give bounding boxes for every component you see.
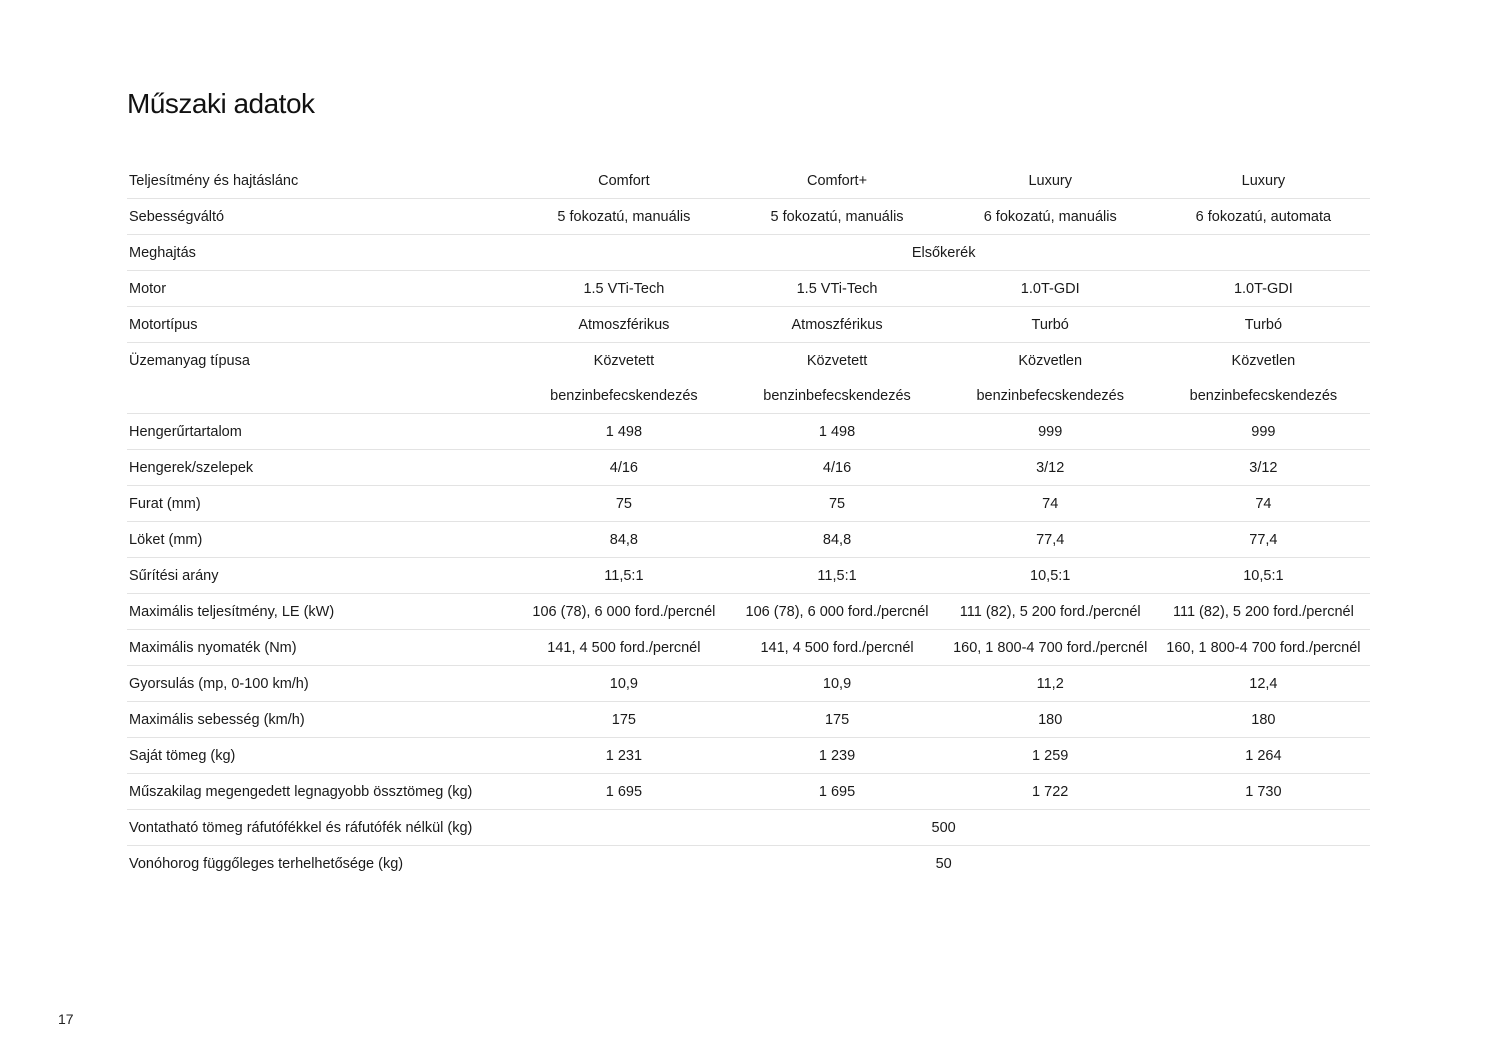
table-cell: 1 231	[517, 738, 730, 774]
column-header-comfort: Comfort	[517, 163, 730, 199]
table-row	[127, 271, 1370, 307]
table-cell: 1.0T-GDI	[1157, 271, 1370, 307]
table-row	[127, 594, 1370, 630]
table-cell: Közvetett	[593, 352, 655, 369]
table-cell: 1 264	[1157, 738, 1370, 774]
column-header-luxury-manual: Luxury	[944, 163, 1157, 199]
row-label: Furat (mm)	[127, 486, 517, 522]
table-cell: Közvetlen	[1018, 352, 1083, 369]
table-cell: 75	[730, 486, 943, 522]
row-label: Motor	[127, 271, 517, 307]
table-cell: 160, 1 800-4 700 ford./percnél	[944, 630, 1157, 666]
table-cell: 10,5:1	[944, 558, 1157, 594]
row-label: Sűrítési arány	[127, 558, 517, 594]
table-cell: 4/16	[517, 450, 730, 486]
table-cell: 10,9	[517, 666, 730, 702]
table-cell: 1 498	[730, 414, 943, 450]
table-row	[127, 199, 1370, 235]
table-row	[127, 486, 1370, 522]
table-cell: 3/12	[1157, 450, 1370, 486]
table-cell-merged: Elsőkerék	[517, 235, 1370, 271]
row-label-empty	[127, 378, 517, 414]
table-cell: 1 259	[944, 738, 1157, 774]
row-label: Hengerek/szelepek	[127, 450, 517, 486]
table-cell: 74	[1157, 486, 1370, 522]
table-header-row	[127, 163, 1370, 199]
table-cell: 12,4	[1157, 666, 1370, 702]
row-label: Sebességváltó	[127, 199, 517, 235]
row-label: Gyorsulás (mp, 0-100 km/h)	[127, 666, 517, 702]
table-row	[127, 450, 1370, 486]
table-cell: 999	[944, 414, 1157, 450]
table-cell: 111 (82), 5 200 ford./percnél	[944, 594, 1157, 630]
table-row	[127, 774, 1370, 810]
table-cell: 77,4	[944, 522, 1157, 558]
table-cell: 6 fokozatú, manuális	[944, 199, 1157, 235]
table-cell: 141, 4 500 ford./percnél	[730, 630, 943, 666]
column-header-luxury-auto: Luxury	[1157, 163, 1370, 199]
header-label: Teljesítmény és hajtáslánc	[127, 163, 517, 199]
table-cell: benzinbefecskendezés	[1157, 378, 1370, 414]
table-cell: Közvetlen	[1231, 352, 1296, 369]
table-cell: 77,4	[1157, 522, 1370, 558]
table-cell: 1 239	[730, 738, 943, 774]
table-cell: 11,5:1	[517, 558, 730, 594]
row-label: Vonóhorog függőleges terhelhetősége (kg)	[129, 855, 404, 872]
table-cell: 5 fokozatú, manuális	[517, 199, 730, 235]
table-cell: 1 730	[1157, 774, 1370, 810]
column-header-comfort-plus: Comfort+	[730, 163, 943, 199]
table-row	[127, 558, 1370, 594]
row-label: Maximális nyomaték (Nm)	[127, 630, 517, 666]
table-row	[127, 307, 1370, 343]
table-row	[127, 630, 1370, 666]
table-cell: 180	[1157, 702, 1370, 738]
table-cell-merged: 500	[517, 810, 1370, 846]
table-cell: 180	[944, 702, 1157, 738]
table-cell: 6 fokozatú, automata	[1157, 199, 1370, 235]
table-cell: 4/16	[730, 450, 943, 486]
table-cell: 84,8	[517, 522, 730, 558]
row-label: Motortípus	[127, 307, 517, 343]
table-cell: 141, 4 500 ford./percnél	[517, 630, 730, 666]
row-label: Maximális sebesség (km/h)	[127, 702, 517, 738]
table-cell: Turbó	[1157, 307, 1370, 343]
table-row-continuation	[127, 378, 1370, 414]
table-cell: 160, 1 800-4 700 ford./percnél	[1157, 630, 1370, 666]
table-cell: 175	[730, 702, 943, 738]
table-cell: Turbó	[944, 307, 1157, 343]
table-cell: 175	[517, 702, 730, 738]
table-row	[127, 666, 1370, 702]
table-cell: 10,5:1	[1157, 558, 1370, 594]
table-cell: 106 (78), 6 000 ford./percnél	[730, 594, 943, 630]
table-row	[127, 702, 1370, 738]
row-label: Hengerűrtartalom	[127, 414, 517, 450]
table-cell: 3/12	[944, 450, 1157, 486]
table-cell: 74	[944, 486, 1157, 522]
table-cell: 1 695	[517, 774, 730, 810]
row-label: Üzemanyag típusa	[129, 352, 250, 369]
table-cell: Atmoszférikus	[730, 307, 943, 343]
table-cell: 1.0T-GDI	[944, 271, 1157, 307]
page-title: Műszaki adatok	[127, 88, 315, 119]
spec-table	[127, 163, 1370, 881]
table-cell: 84,8	[730, 522, 943, 558]
table-cell: 1 695	[730, 774, 943, 810]
row-label: Saját tömeg (kg)	[127, 738, 517, 774]
table-cell: 75	[517, 486, 730, 522]
table-cell: 1 722	[944, 774, 1157, 810]
table-cell-merged: 50	[935, 855, 952, 872]
table-row	[127, 414, 1370, 450]
table-cell: Közvetett	[806, 352, 868, 369]
table-row	[127, 522, 1370, 558]
table-row	[127, 235, 1370, 271]
table-cell: 1.5 VTi-Tech	[730, 271, 943, 307]
row-label: Vontatható tömeg ráfutófékkel és ráfutófék nélkül (kg)	[127, 810, 517, 846]
table-row	[127, 343, 1370, 379]
row-label: Maximális teljesítmény, LE (kW)	[127, 594, 517, 630]
table-cell: 5 fokozatú, manuális	[730, 199, 943, 235]
table-cell: benzinbefecskendezés	[944, 378, 1157, 414]
table-cell: 11,5:1	[730, 558, 943, 594]
table-cell: 999	[1157, 414, 1370, 450]
table-cell: 10,9	[730, 666, 943, 702]
table-row	[127, 738, 1370, 774]
row-label: Löket (mm)	[127, 522, 517, 558]
row-label: Műszakilag megengedett legnagyobb össztömeg (kg)	[127, 774, 517, 810]
table-cell: 1.5 VTi-Tech	[517, 271, 730, 307]
table-row	[127, 846, 1370, 882]
table-row	[127, 810, 1370, 846]
page-number: 17	[58, 1011, 74, 1027]
table-cell: 106 (78), 6 000 ford./percnél	[517, 594, 730, 630]
table-cell: Atmoszférikus	[517, 307, 730, 343]
table-cell: benzinbefecskendezés	[517, 378, 730, 414]
table-cell: 111 (82), 5 200 ford./percnél	[1157, 594, 1370, 630]
table-cell: 11,2	[944, 666, 1157, 702]
table-cell: benzinbefecskendezés	[730, 378, 943, 414]
row-label: Meghajtás	[127, 235, 517, 271]
table-cell: 1 498	[517, 414, 730, 450]
